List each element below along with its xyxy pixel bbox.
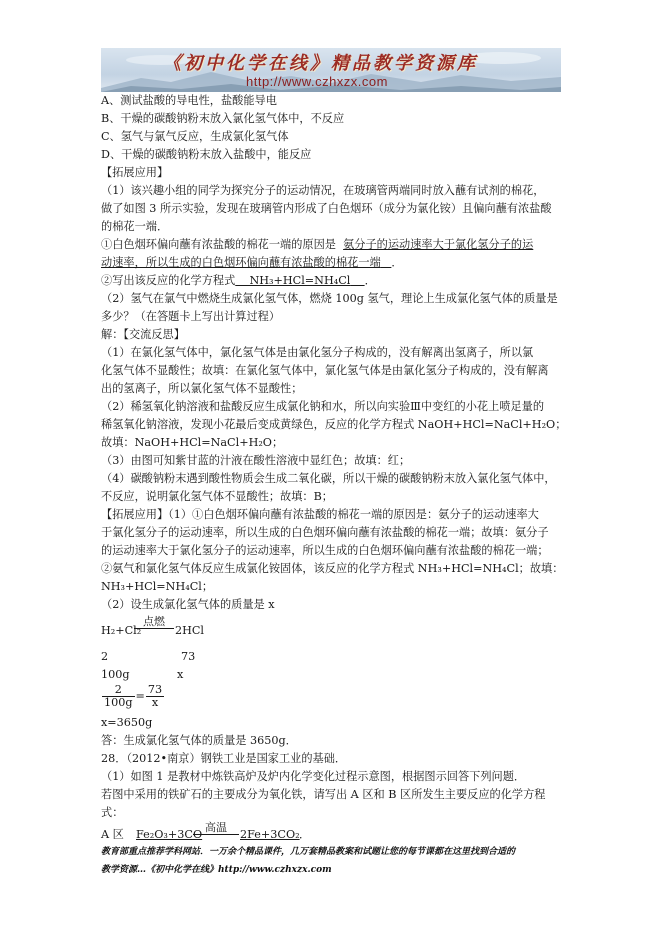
q1-sub2-answer: NH₃+HCl=NH₄Cl <box>249 274 351 287</box>
q1-sub1-line <box>101 236 563 254</box>
solution-line: （3）由图可知紫甘蓝的汁液在酸性溶液中显红色；故填：红； <box>101 454 411 467</box>
q28-line: 式： <box>101 806 124 819</box>
a-zone-reactants: Fe₂O₃+3CO <box>136 828 203 841</box>
solution-line: 不反应，说明氯化氢气体不显酸性；故填：B； <box>101 490 333 503</box>
expand-answer-line: ②氨气和氯化氢气体反应生成氯化铵固体，该反应的化学方程式 NH₃+HCl=NH₄Cl；故填： <box>101 562 564 575</box>
solution-line: （2）稀氢氧化钠溶液和盐酸反应生成氯化钠和水，所以向实验Ⅲ中变红的小花上喷足量的 <box>101 400 545 413</box>
a-zone-condition: 高温 <box>193 822 239 835</box>
document-body <box>101 92 567 848</box>
fraction-1-den: 100g <box>104 696 133 709</box>
q1-sub1-end: ． <box>391 256 403 269</box>
fraction-2 <box>146 684 164 709</box>
expand-answer-line: 于氯化氢分子的运动速率，所以生成的白色烟环偏向蘸有浓盐酸的棉花一端；故填：氨分子 <box>101 526 549 539</box>
proportion-row <box>101 684 563 714</box>
option-c: C、氢气与氯气反应，生成氯化氢气体 <box>101 130 289 143</box>
q1-sub2-line <box>101 272 563 290</box>
banner-url[interactable]: http://www.czhxzx.com <box>246 74 388 89</box>
q2-line: 多少？（在答题卡上写出计算过程） <box>101 310 281 323</box>
q1-line: （1）该兴趣小组的同学为探究分子的运动情况，在玻璃管两端同时放入蘸有试剂的棉花， <box>101 184 545 197</box>
option-a: A、测试盐酸的导电性，盐酸能导电 <box>101 94 277 107</box>
q1-line: 做了如图 3 所示实验，发现在玻璃管内形成了白色烟环（成分为氯化铵）且偏向蘸有浓盐酸 <box>101 202 552 215</box>
footer-line-2: 教学资源…《初中化学在线》http://www.czhxzx.com <box>101 865 332 875</box>
calc-answer: 答：生成氯化氢气体的质量是 3650g． <box>101 734 297 747</box>
solution-line: 化氢气体不显酸性；故填：在氯化氢气体中，氯化氢气体是由氯化氢分子构成的，没有解离 <box>101 364 549 377</box>
q1-sub2-prefix: ②写出该反应的化学方程式 <box>101 274 236 287</box>
fraction-2-num: 73 <box>147 683 163 696</box>
solution-line: 稀氢氧化钠溶液，发现小花最后变成黄绿色，反应的化学方程式 NaOH+HCl=NaCl+H₂O； <box>101 418 567 431</box>
solution-heading: 解：【交流反思】 <box>101 328 185 341</box>
given-left: 100g <box>101 668 130 681</box>
solution-line: 故填：NaOH+HCl=NaCl+H₂O； <box>101 436 284 449</box>
calc-result: x=3650g <box>101 716 153 729</box>
q1-sub2-end: ． <box>364 274 376 287</box>
mass-ratio-right: 73 <box>181 650 196 663</box>
option-b: B、干燥的碳酸钠粉末放入氯化氢气体中，不反应 <box>101 112 345 125</box>
q1-sub1-answer-b: 动速率，所以生成的白色烟环偏向蘸有浓盐酸的棉花一端 <box>101 256 381 269</box>
q1-sub1-line-2 <box>101 254 563 272</box>
solution-line: （4）碳酸钠粉末遇到酸性物质会生成二氧化碳，所以干燥的碳酸钠粉末放入氯化氢气体中， <box>101 472 556 485</box>
solution-line: （1）在氯化氢气体中，氯化氢气体是由氯化氢分子构成的，没有解离出氢离子，所以氯 <box>101 346 534 359</box>
equation-condition: 点燃 <box>134 616 174 629</box>
q1-line: 的棉花一端． <box>101 220 169 233</box>
q2-line: （2）氢气在氯气中燃烧生成氯化氢气体，燃烧 100g 氢气，理论上生成氯化氢气体的质量是 <box>101 292 558 305</box>
header-banner <box>101 48 561 92</box>
combustion-equation <box>101 614 563 644</box>
a-zone-products: 2Fe+3CO₂ <box>240 828 300 841</box>
expand-heading: 【拓展应用】 <box>101 166 169 179</box>
expand-answer-line: NH₃+HCl=NH₄Cl； <box>101 580 214 593</box>
banner-title: 《初中化学在线》精品教学资源库 <box>163 53 478 74</box>
q28-heading: 28．（2012•南京）钢铁工业是国家工业的基础． <box>101 752 347 765</box>
expand-answer-line: 的运动速率大于氯化氢分子的运动速率，所以生成的白色烟环偏向蘸有浓盐酸的棉花一端； <box>101 544 549 557</box>
mass-ratio-row <box>101 648 563 666</box>
footer-line-1: 教育部重点推荐学科网站．一万余个精品课件，几万套精品教案和试题让您的每节课都在这里找到合适的 <box>101 847 516 857</box>
a-zone-end: ． <box>299 828 311 841</box>
equation-reactants: H₂+Cl₂ <box>101 624 142 637</box>
calc-intro: （2）设生成氯化氢气体的质量是 x <box>101 598 275 611</box>
proportion-equals: = <box>135 689 145 703</box>
option-d: D、干燥的碳酸钠粉末放入盐酸中，能反应 <box>101 148 312 161</box>
equation-product: 2HCl <box>175 624 205 637</box>
a-zone-label: A 区 <box>101 828 124 841</box>
given-right: x <box>177 668 184 681</box>
q28-line: （1）如图 1 是教材中炼铁高炉及炉内化学变化过程示意图，根据图示回答下列问题． <box>101 770 526 783</box>
solution-line: 出的氢离子，所以氯化氢气体不显酸性； <box>101 382 303 395</box>
q28-line: 若图中采用的铁矿石的主要成分为氧化铁，请写出 A 区和 B 区所发生主要反应的化学方程 <box>101 788 546 801</box>
fraction-2-den: x <box>151 696 159 709</box>
mass-ratio-left: 2 <box>101 650 109 663</box>
given-row <box>101 666 563 684</box>
fraction-1-num: 2 <box>102 684 135 697</box>
fraction-1 <box>102 684 135 709</box>
expand-answer-line: 【拓展应用】（1）①白色烟环偏向蘸有浓盐酸的棉花一端的原因是：氨分子的运动速率大 <box>101 508 539 521</box>
q1-sub1-answer-a: 氨分子的运动速率大于氯化氢分子的运 <box>343 238 534 251</box>
page-footer <box>101 843 581 879</box>
q1-sub1-prefix: ①白色烟环偏向蘸有浓盐酸的棉花一端的原因是 <box>101 238 336 251</box>
